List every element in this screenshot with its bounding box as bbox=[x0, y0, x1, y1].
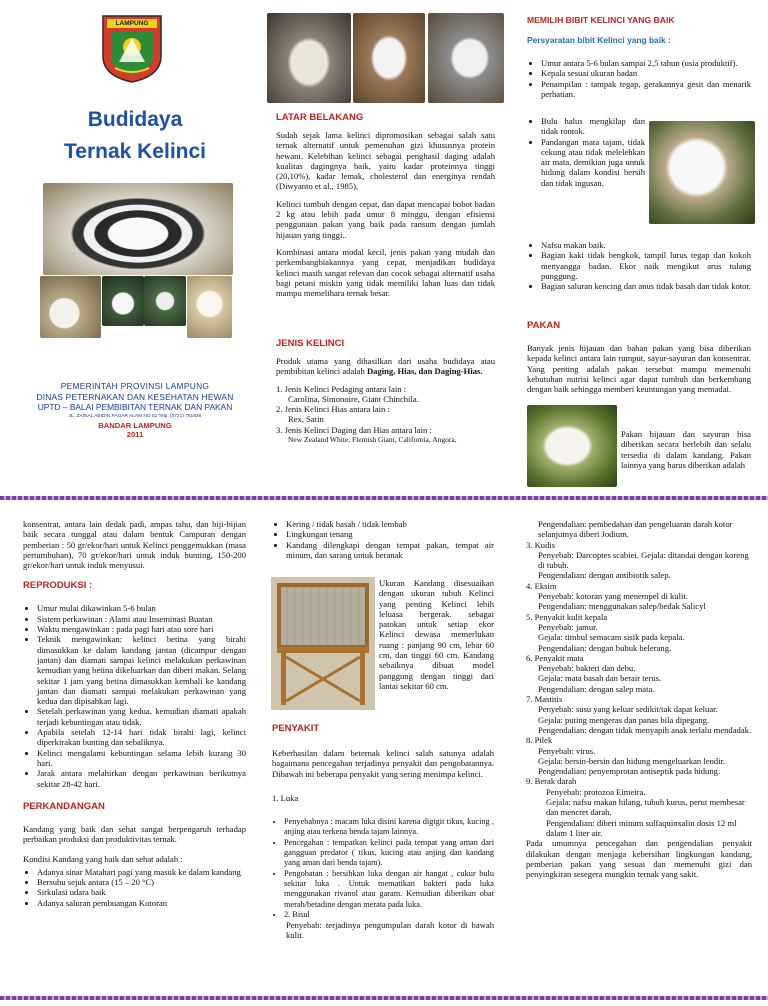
penyakit-detail-row: Penyebab: Darcoptes scabiei. Gejala: ditandai dengan koreng di tubuh. bbox=[538, 549, 749, 571]
reproduksi-heading: REPRODUKSI : bbox=[23, 580, 93, 592]
penyakit-detail-row: Gejala: puting mengeras dan panas bila dipegang. bbox=[538, 714, 710, 725]
latar-paragraph-1: Sudah sejak lama kelinci dipromosikan sebagai salah satu ternak alternatif untuk pemenuhan gizi khususnya protein hewani. Kelebihan kelinci sebagai penghasil daging adalah kualitas dagingnya baik, yaitu kadar proteinnya tinggi (20,10%), kadar lemak, cholesterol dan energinya rendah (Diwyanto et al., 1985), bbox=[276, 130, 495, 192]
org-year: 2011 bbox=[126, 430, 144, 439]
jenis-item-1: 1. Jenis Kelinci Pedaging antara lain : bbox=[276, 383, 407, 394]
rabbit-photo-top-2 bbox=[353, 13, 425, 103]
jenis-heading: JENIS KELINCI bbox=[276, 338, 345, 349]
perkandangan-paragraph-1: Kandang yang baik dan sehat sangat berpengaruh terhadap perbaikan produksi dan produktivitas ternak. bbox=[23, 823, 246, 845]
jenis-item-1-sub: Carolina, Simonoire, Giant Chinchila. bbox=[288, 393, 419, 404]
penyakit-detail-row: Gejala: timbul semacam sisik pada kepala. bbox=[538, 632, 685, 643]
penyakit-detail-row: Pengendalian: pembedahan dan pengeluaran darah kotor selanjutnya diberi Jodium. bbox=[538, 519, 733, 540]
kondisi-item-2: • Bersuhu sejuk antara (15 – 20 °C) bbox=[37, 877, 246, 887]
penyakit-closing: Pada umumnya pencegahan dan pengendalian penyakit dilakukan dengan menjaga kebersihan lingkungan kandang, pemberian pakan yang sesuai dan memenuhi gizi dan penyingkiran sesegera mungkin ternak yang sakit. bbox=[526, 838, 752, 880]
pakan-paragraph-1 bbox=[527, 343, 751, 394]
kondisi-item-3: • Sirkulasi udara baik bbox=[37, 887, 246, 897]
reproduksi-item-8: • Jarak antara melahirkan dengan perkawinan berikutnya sekitar 28-42 hari. bbox=[37, 768, 246, 789]
penyakit-detail-row: Pengendalian: dengan salep mata. bbox=[538, 683, 655, 694]
white-rabbit-grass-photo bbox=[649, 121, 755, 224]
jenis-item-3: 3. Jenis Kelinci Daging dan Hias antara lain : bbox=[276, 424, 432, 435]
penyakit-detail-row: Penyebab: protozoa Eimeira. bbox=[546, 786, 646, 797]
bibit-item-7: • Bagian kaki tidak bengkok, tampil lurus tegap dan kokoh menyangga badan. Ekor naik mengikut arus tulang punggung. bbox=[541, 250, 751, 281]
pakan-section bbox=[527, 320, 751, 394]
org-address: JL. ZAINAL ABIDIN PAGAR ALAM NO 52 Telp. (0721) 781826 bbox=[68, 413, 202, 419]
penyakit-detail-row: Penyebab: jamur. bbox=[538, 621, 598, 632]
jenis-item-3-sub: New Zealand White, Flemish Giant, California, Angora, bbox=[288, 435, 457, 445]
title-line-2: Ternak Kelinci bbox=[64, 140, 206, 163]
rabbit-group-photo-2 bbox=[102, 276, 144, 326]
penyakit-detail-row: Penyebab: bakteri dan debu. bbox=[538, 663, 636, 674]
penyakit-detail-row: Pengendalian: menggunakan salep/bedak Salicyl bbox=[538, 601, 706, 612]
luka-item-3: • Pengobatan : bersihkan luka dengan air hangat , cukur bulu sekitar luka . Untuk mematikan bakteri pada luka menggunakan rivanol atau garam. Kemudian diberikan obat merah/betadine dengan merata pada luka. bbox=[284, 869, 494, 910]
kondisi-item-4: • Adanya saluran pembuangan Kotoran bbox=[37, 898, 246, 908]
kondisi-kandang-list bbox=[23, 867, 246, 908]
reproduksi-item-6: • Apabila setelah 12-14 hari tidak birahi lagi, kelinci diperkirakan bunting dan sebaliknya. bbox=[37, 727, 246, 748]
bibit-item-1: • Umur antara 5-6 bulan sampai 2,5 tahun (usia produktif). bbox=[541, 58, 751, 68]
bibit-item-4: • Bulu halus mengkilap dan tidak rontok. bbox=[541, 116, 645, 137]
bibit-list-mid bbox=[527, 116, 645, 188]
rabbit-cage-photo bbox=[271, 577, 375, 710]
pakan-p1-text: Banyak jenis hijauan dan bahan pakan yang bisa diberikan kepada kelinci antara lain rumput, sayur-sayuran dan konsentrat. Yang penting adalah pakan tersebut mampu memenuhi kebutuhan nutrisi kelinci agar dapat tumbuh dan berkembang dengan baik sehingga memberi keuntungan yang memadai. bbox=[527, 343, 751, 395]
logo-text: LAMPUNG bbox=[115, 20, 149, 27]
rabbit-eating-photo bbox=[527, 405, 617, 487]
org-line-3: UPTD – BALAI PEMBIBITAN TERNAK DAN PAKAN bbox=[37, 402, 233, 412]
bibit-list-bottom bbox=[527, 240, 751, 291]
penyakit-title-row: 5. Penyakit kulit kepala bbox=[526, 611, 608, 622]
reproduksi-item-4: • Teknik mengawinkan: kelinci betina yang birahi dimasukkan ke dalam kandang jantan (dicampur dengan jantan) dan diamati sampai kelinci melakukan perkawinan kemudian yang betina dikeluarkan dan diberi makan. Selang sekitar 1 jam yang betina dimasukkan kembali ke kandang jantan dan diamati sampai melakukan perkawinan yang kedua dan dipisahkan lagi. bbox=[37, 634, 246, 706]
jenis-kelinci-section bbox=[276, 338, 495, 445]
rabbit-group-photo-1 bbox=[40, 276, 101, 338]
kondisi-kandang-list-cont bbox=[272, 519, 494, 560]
organization-block bbox=[20, 381, 250, 440]
penyakit-section bbox=[272, 723, 494, 941]
bibit-item-2: • Kepala sesuai ukuran badan bbox=[541, 68, 751, 78]
title-line-1: Budidaya bbox=[87, 108, 183, 131]
luka-title: 1. Luka bbox=[272, 792, 299, 803]
jenis-intro bbox=[276, 356, 495, 377]
kondisi-item-6: • Lingkungan tenang bbox=[286, 529, 494, 539]
bibit-subheading: Persyaratan bibit Kelinci yang baik : bbox=[527, 35, 671, 45]
bibit-item-5: • Pandangan mata tajam, tidak cekung atau tidak melelehkan air mata, demikian juga untuk hidung dalam kondisi bersih dan tidak ingusan. bbox=[541, 137, 645, 188]
kondisi-item-5: • Kering / tidak basah / tidak lembab bbox=[286, 519, 494, 529]
penyakit-detail-row: Pengendalian: dengan bubuk belerang. bbox=[538, 642, 672, 653]
latar-paragraph-2: Kelinci tumbuh dengan cepat, dan dapat mencapai bobot badan 2 kg atau lebih pada umur 8 minggu, dengan efisiensi penggunaan pakan yang baik pada ransum dengan jumlah hijauan yang tinggi.. bbox=[276, 198, 495, 240]
penyakit-detail-row: Gejala: nafsu makan hilang, tubuh kurus, perut membesar dan mencret darah. bbox=[546, 797, 745, 818]
black-white-rabbit-photo bbox=[43, 183, 233, 275]
penyakit-detail-row: Pengendalian: diberi minum sulfaquinxalin dosis 12 ml dalam 1 liter air. bbox=[546, 817, 737, 838]
penyakit-title-row: 4. Eksim bbox=[526, 580, 557, 591]
penyakit-detail-row: Pengendalian: dengan antibiotik salep. bbox=[538, 570, 671, 581]
kondisi-item-1: • Adanya sinar Matahari pagi yang masuk ke dalam kandang bbox=[37, 867, 246, 877]
page-divider-top bbox=[0, 496, 768, 500]
perkandangan-paragraph-2: Kondisi Kandang yang baik dan sehat adalah : bbox=[23, 854, 183, 865]
penyakit-title-row: 6. Penyakit mata bbox=[526, 652, 584, 663]
penyakit-title-row: 7. Mastitis bbox=[526, 694, 563, 705]
luka-item-4: • 2. Bisul bbox=[284, 910, 494, 920]
perkandangan-heading: PERKANDANGAN bbox=[23, 800, 105, 812]
jenis-intro-text: Produk utama yang dihasilkan dari usaha budidaya atau pembibitan kelinci adalah bbox=[276, 356, 495, 377]
penyakit-detail-row: Gejala: mata basah dan berair terus. bbox=[538, 673, 662, 684]
penyakit-title-row: 9. Berak darah bbox=[526, 776, 577, 787]
reproduksi-item-2: • Sistem perkawinan : Alami atau Inseminasi Buatan bbox=[37, 614, 246, 624]
rabbit-group-photo-4 bbox=[187, 276, 232, 338]
jenis-item-2-sub: Rex, Satin bbox=[288, 414, 324, 425]
org-line-1: PEMERINTAH PROVINSI LAMPUNG bbox=[60, 381, 210, 391]
org-city: BANDAR LAMPUNG bbox=[98, 420, 172, 430]
reproduksi-list bbox=[23, 603, 246, 788]
pakan-heading: PAKAN bbox=[527, 320, 561, 331]
bibit-item-3: • Penampilan : tampak tegap, gerakannya gesit dan menarik perhatian. bbox=[541, 79, 751, 100]
bisul-penyebab: Penyebab: terjadinya pengumpulan darah kotor di bawah kulit. bbox=[286, 920, 494, 941]
luka-item-1: • Penyebabnya : macam luka disini karena digigit tikus, kucing , anjing atau terkena benda tajam lainnya. bbox=[284, 817, 494, 838]
penyakit-detail-row: Penyebab: virus. bbox=[538, 745, 596, 756]
jenis-intro-bold: Daging, Hias, dan Daging-Hias. bbox=[366, 366, 483, 377]
bibit-list-top bbox=[527, 58, 751, 99]
latar-belakang-section bbox=[276, 112, 495, 305]
penyakit-paragraph-1: Keberhasilan dalam beternak kelinci salah satunya adalah bagaimana pencegahan terjadinya penyakit dan pengobatannya. Dibawah ini beberapa penyakit yang sering menimpa kelinci. bbox=[272, 748, 494, 779]
penyakit-heading: PENYAKIT bbox=[272, 723, 320, 734]
bibit-item-6: • Nafsu makan baik. bbox=[541, 240, 751, 250]
penyakit-title-row: 3. Kudis bbox=[526, 539, 556, 550]
bibit-heading: MEMILIH BIBIT KELINCI YANG BAIK bbox=[527, 15, 675, 25]
page-divider-bottom bbox=[0, 996, 768, 1000]
reproduksi-item-3: • Waktu mengawinkan : pada pagi hari atau sore hari bbox=[37, 624, 246, 634]
reproduksi-item-7: • Kelinci mengalami kebuntingan selama lebih kurang 30 hari. bbox=[37, 748, 246, 769]
memilih-bibit-section bbox=[527, 15, 751, 55]
rabbit-photo-top-1 bbox=[267, 13, 351, 103]
jenis-list bbox=[276, 384, 495, 446]
latar-belakang-heading: LATAR BELAKANG bbox=[276, 112, 364, 123]
rabbit-group-photo-3 bbox=[144, 276, 186, 326]
latar-paragraph-3: Kombinasi antara modal kecil, jenis pakan yang mudah dan perkembangbiakannya yang cepat, menjadikan budidaya kelinci masih sangat relevan dan cocok sebagai alternatif usaha bagi petani miskin yang tidak memiliki lahan luas dan tidak mampu memelihara ternak besar. bbox=[276, 246, 495, 299]
jenis-item-2: 2. Jenis Kelinci Hias antara lain : bbox=[276, 404, 390, 415]
bottom-column-3 bbox=[526, 519, 752, 879]
bibit-item-8: • Bagian saluran kencing dan anus tidak basah dan tidak kotor. bbox=[541, 281, 751, 291]
org-line-2: DINAS PETERNAKAN DAN KESEHATAN HEWAN bbox=[36, 391, 234, 402]
bottom-column-1 bbox=[23, 519, 246, 908]
page-title bbox=[40, 104, 230, 168]
pakan-paragraph-3: konsentrat, antara lain dedak padi, ampas tahu, dan biji-bijian baik secara tunggal atau dalam bentuk Campuran dengan pemberian : 50 gr/ekor/hari untuk Kelinci penggemukkan (masa pertumbuhan), 70 gr/ekor/hari untuk induk bunting, 150-200 gr/ekor/hari untuk induk menyusui. bbox=[23, 519, 246, 571]
pakan-paragraph-2: Pakan hijauan dan sayuran bisa diberikan secara berlebih dan selalu tersedia di dalam kandang. Pakan lainnya yang harus diberikan adalah bbox=[621, 429, 751, 470]
reproduksi-item-5: • Setelah perkawinan yang kedua, kemudian diamati apakah terjadi kebuntingan atau tidak. bbox=[37, 706, 246, 727]
luka-item-2: • Pencegahan : tempatkan kelinci pada tempat yang aman dari gangguan predator ( tikus, kucing atau anjing dan kandang yang aman dari benda tajam). bbox=[284, 838, 494, 869]
ukuran-kandang-text: Ukuran Kandang disesuaikan dengan ukuran tubuh Kelinci yang penting Kelinci lebih leluasa bergerak. sebagai patokan untuk setiap ekor Kelinci dewasa memerlukan ruang : panjang 90 cm, lebar 60 cm, dan tinggi 60 cm. Kandang sebaiknya dibuat model panggung dengan tinggi dari lantai sekitar 60 cm. bbox=[379, 578, 494, 691]
penyakit-detail-row: Penyebab: kotoran yang menempel di kulit. bbox=[538, 591, 688, 602]
rabbit-photo-top-3 bbox=[428, 13, 504, 103]
reproduksi-item-1: • Umur mulai dikawinkan 5-6 bulan bbox=[37, 603, 246, 613]
luka-list bbox=[272, 817, 494, 920]
bottom-column-2 bbox=[272, 519, 494, 560]
penyakit-detail-row: Gejala: bersin-bersin dan hidung mengeluarkan lendir. bbox=[538, 755, 726, 766]
penyakit-detail-row: Pengendalian: penyemprotan antiseptik pada hidung. bbox=[538, 766, 721, 777]
penyakit-title-row: 8. Pilek bbox=[526, 735, 553, 746]
penyakit-detail-row: Penyebab: susu yang keluar sedikit/tak dapat keluar. bbox=[538, 704, 718, 715]
kondisi-item-7: • Kandang dilengkapi dengan tempat pakan, tempat air minum, dan sarang untuk beranak bbox=[286, 540, 494, 561]
lampung-logo bbox=[101, 14, 163, 84]
penyakit-detail-row: Pengendalian: dengan tidak menyapih anak terlalu mendadak. bbox=[538, 724, 752, 735]
